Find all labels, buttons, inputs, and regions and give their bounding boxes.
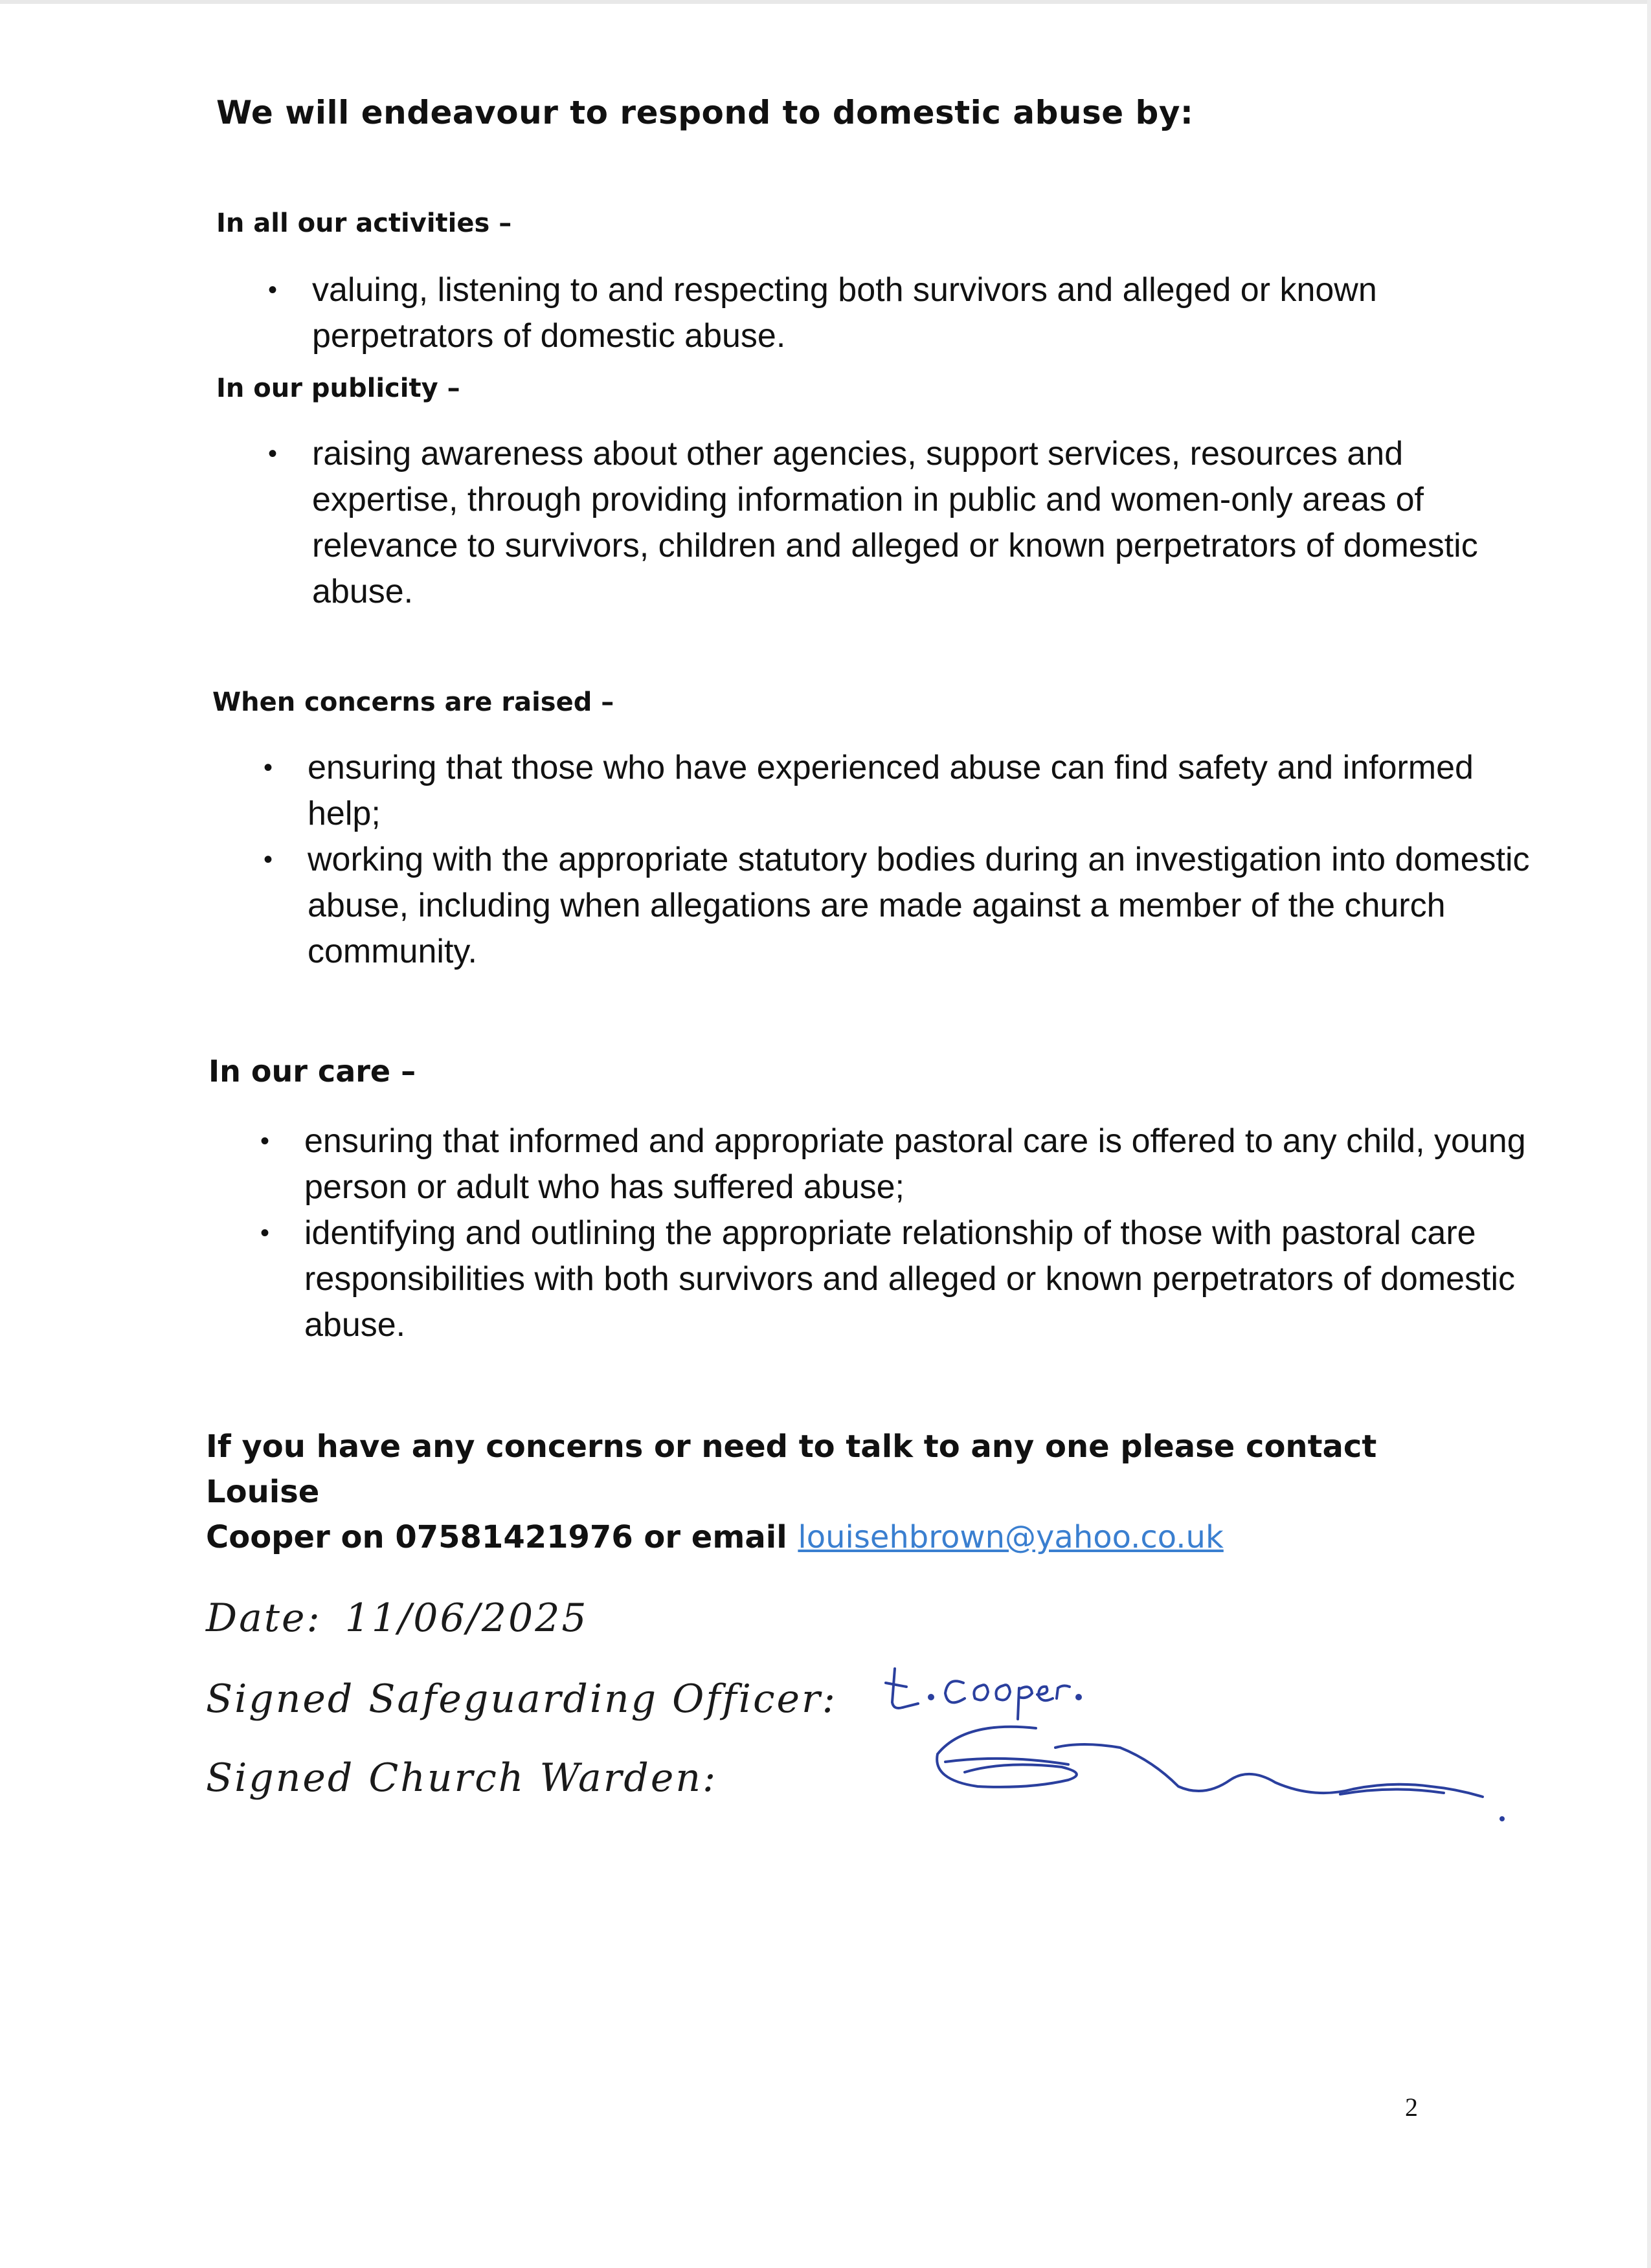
- contact-text-line1: If you have any concerns or need to talk to any one please contact Louise: [206, 1429, 1377, 1510]
- page-number: 2: [1405, 2093, 1418, 2122]
- care-list: [260, 1118, 1534, 1348]
- list-item-text: ensuring that informed and appropriate pastoral care is offered to any child, young person or adult who has suffered abuse;: [304, 1122, 1526, 1206]
- warden-signature: [926, 1722, 1509, 1851]
- list-item: [268, 431, 1542, 615]
- section-heading-care: In our care –: [208, 1054, 416, 1089]
- bullet-icon: •: [264, 845, 273, 874]
- bullet-icon: •: [268, 276, 278, 304]
- email-link[interactable]: louisehbrown@yahoo.co.uk: [798, 1519, 1224, 1555]
- officer-signature: [881, 1657, 1088, 1728]
- list-item-text: raising awareness about other agencies, support services, resources and expertise, through providing information in public and women-only areas of relevance to survivors, children and alleged or known perpetrators of domestic abuse.: [312, 435, 1478, 610]
- date-label: Date:: [206, 1595, 322, 1641]
- date-value: 11/06/2025: [344, 1595, 589, 1641]
- warden-line: [206, 1755, 717, 1801]
- activities-list: [268, 267, 1542, 359]
- page-edge: [0, 0, 1651, 4]
- warden-label: Signed Church Warden:: [206, 1755, 718, 1801]
- list-item-text: valuing, listening to and respecting both survivors and alleged or known perpetrators of domestic abuse.: [312, 271, 1377, 355]
- page-edge: [1647, 0, 1651, 2268]
- bullet-icon: •: [260, 1219, 270, 1247]
- date-line: [206, 1595, 589, 1641]
- officer-label: Signed Safeguarding Officer:: [206, 1676, 837, 1722]
- contact-text-line2: Cooper on 07581421976 or email: [206, 1519, 787, 1555]
- bullet-icon: •: [268, 439, 278, 468]
- bullet-icon: •: [264, 753, 273, 782]
- list-item: [260, 1210, 1534, 1348]
- publicity-list: [268, 431, 1542, 615]
- list-item-text: ensuring that those who have experienced abuse can find safety and informed help;: [308, 749, 1474, 832]
- section-heading-concerns: When concerns are raised –: [212, 687, 614, 717]
- list-item: [264, 745, 1538, 837]
- list-item: [268, 267, 1542, 359]
- list-item: [260, 1118, 1534, 1210]
- officer-line: [206, 1676, 837, 1722]
- list-item-text: working with the appropriate statutory bodies during an investigation into domestic abuse, including when allegations are made against a member of the church community.: [308, 841, 1530, 970]
- section-heading-activities: In all our activities –: [216, 208, 512, 238]
- concerns-list: [264, 745, 1538, 975]
- list-item-text: identifying and outlining the appropriate relationship of those with pastoral care responsibilities with both survivors and alleged or known perpetrators of domestic abuse.: [304, 1214, 1516, 1344]
- bullet-icon: •: [260, 1127, 270, 1155]
- list-item: [264, 837, 1538, 975]
- contact-paragraph: [206, 1424, 1501, 1560]
- section-heading-publicity: In our publicity –: [216, 373, 460, 403]
- page-title: We will endeavour to respond to domestic abuse by:: [216, 94, 1194, 131]
